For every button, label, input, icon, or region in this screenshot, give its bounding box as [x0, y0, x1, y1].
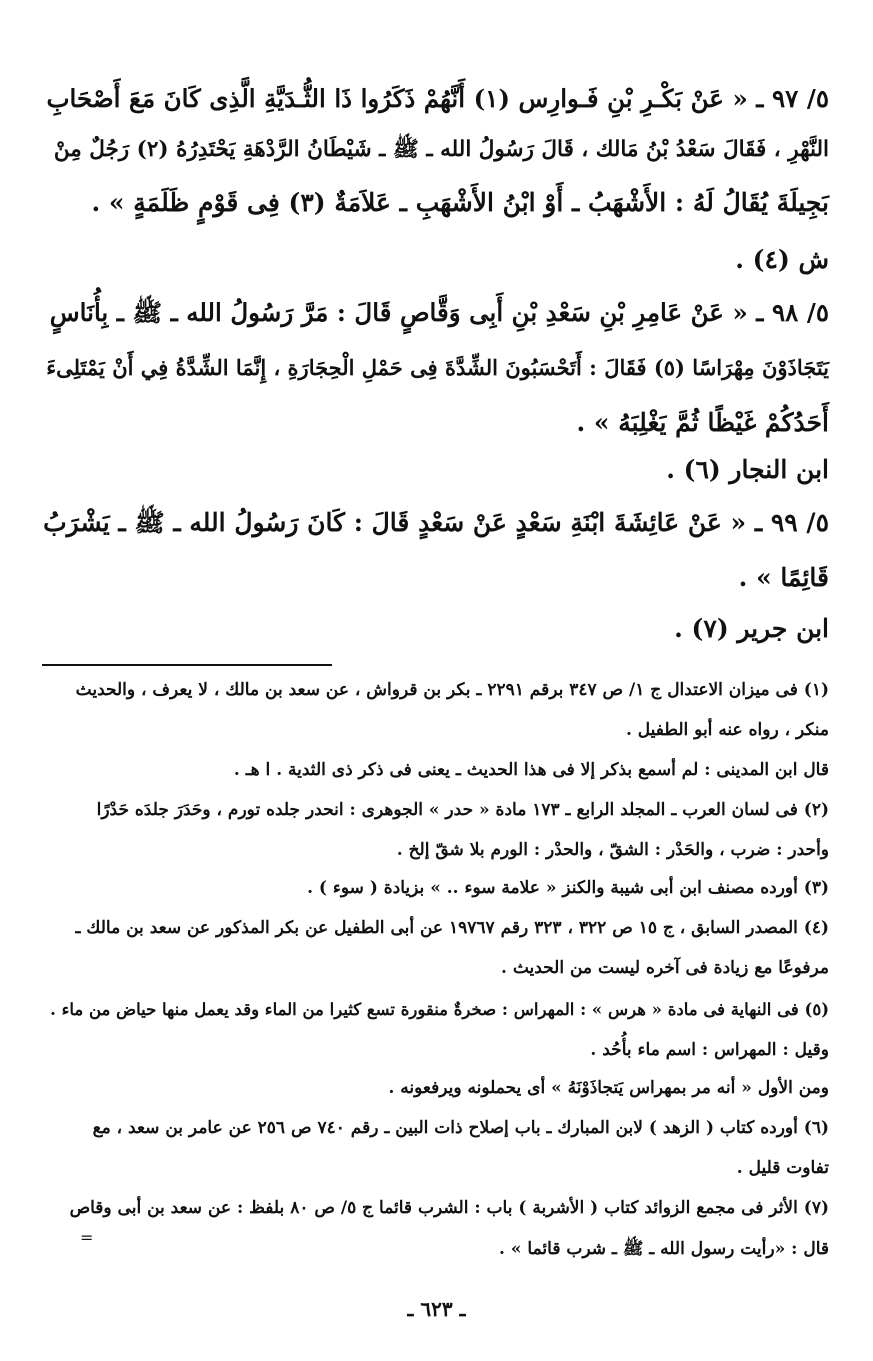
footnote-separator [42, 664, 332, 666]
footnote-6-line-2: تفاوت قليل . [736, 1158, 829, 1178]
footnote-5-line-3: ومن الأول « أنه مر بمهراس يَتجاذَوْنَهُ » أى يحملونه ويرفعونه . [388, 1078, 829, 1098]
page-number: ـ ٦٢٣ ـ [407, 1297, 466, 1321]
hadith-98-line-2: يَتَجَاذَوْنَ مِهْرَاسًا (٥) فَقَالَ : أَتَحْسَبُونَ الشِّدَّةَ فِى حَمْلِ الْحِجَارَةِ ، إِنَّمَا الشِّدَّةُ فِي أَنْ يَمْتَلِىءَ [46, 355, 829, 380]
footnote-2-line-1: (٢) فى لسان العرب ـ المجلد الرابع ـ ١٧٣ مادة « حدر » الجوهرى : انحدر جلده تورم ، وحَدَرَ جلدَه حَدْرًا [96, 800, 829, 820]
footnote-4-line-1: (٤) المصدر السابق ، ج ١٥ ص ٣٢٢ ، ٣٢٣ رقم ١٩٧٦٧ عن أبى الطفيل عن بكر المذكور عن سعد بن مالك ـ [75, 918, 829, 938]
footnote-7-line-1: (٧) الأثر فى مجمع الزوائد كتاب ( الأشربة ) باب : الشرب قائما ج ٥/ ص ٨٠ بلفظ : عن سعد بن أبى وقاص [69, 1198, 829, 1218]
hadith-99-line-1: ٥/ ٩٩ ـ « عَنْ عَائِشَةَ ابْنَةِ سَعْدٍ عَنْ سَعْدٍ قَالَ : كَانَ رَسُولُ الله ـ ﷺ ـ يَشْرَبُ [43, 508, 829, 537]
hadith-97-line-1: ٥/ ٩٧ ـ « عَنْ بَكْـرِ بْنِ فَـوارِس (١) أَنَّهُمْ ذَكَرُوا ذَا الثُّـدَيَّةِ الَّذِى كَانَ مَعَ أَصْحَابِ [46, 84, 829, 113]
footnote-1-line-2: منكر ، رواه عنه أبو الطفيل . [625, 720, 829, 740]
footnote-1-line-3: قال ابن المدينى : لم أسمع بذكر إلا فى هذا الحديث ـ يعنى فى ذكر ذى الثدية . ا هـ . [233, 760, 829, 780]
source-line-99: ابن جرير (٧) . [674, 614, 829, 643]
margin-mark: = [80, 1228, 94, 1247]
footnote-4-line-2: مرفوعًا مع زيادة فى آخره ليست من الحديث . [501, 958, 829, 978]
hadith-98-line-1: ٥/ ٩٨ ـ « عَنْ عَامِرِ بْنِ سَعْدِ بْنِ أَبِى وَقَّاصٍ قَالَ : مَرَّ رَسُولُ الله ـ ﷺ ـ بِأُنَاسٍ [49, 298, 829, 327]
footnote-5-line-1: (٥) فى النهاية فى مادة « هرس » : المهراس : صخرةٌ منقورة تسع كثيرا من الماء وقد يعمل منها حياض من ماء . [50, 1000, 829, 1019]
footnote-1-line-1: (١) فى ميزان الاعتدال ج ١/ ص ٣٤٧ برقم ٢٢٩١ ـ بكر بن قرواش ، عن سعد بن مالك ، لا يعرف ، والحديث [75, 680, 829, 700]
hadith-97-line-2: النَّهْرِ ، فَقَالَ سَعْدُ بْنُ مَالك ، قَالَ رَسُولُ الله ـ ﷺ ـ شَيْطَانُ الرَّدْهَةِ يَحْتَدِرُهُ (٢) رَجُلٌ مِنْ [53, 137, 829, 162]
footnote-5-line-2: وقيل : المهراس : اسم ماء بأُحُد . [590, 1040, 829, 1060]
hadith-98-line-3: أَحَدُكُمْ غَيْظًا ثُمَّ يَغْلِبَهُ » . [576, 408, 829, 437]
hadith-97-line-3: بَجِيلَةَ يُقَالُ لَهُ : الأَشْهَبُ ـ أَوْ ابْنُ الأَشْهَبِ ـ عَلاَمَةٌ (٣) فِى قَوْمٍ ظَلَمَةٍ » . [91, 188, 829, 217]
source-line-98: ابن النجار (٦) . [666, 455, 829, 484]
footnote-3: (٣) أورده مصنف ابن أبى شيبة والكنز « علامة سوء .. » بزيادة ( سوء ) . [307, 878, 829, 898]
footnote-7-line-2: قال : «رأيت رسول الله ـ ﷺ ـ شرب قائما » . [499, 1239, 829, 1259]
footnote-2-line-2: وأحدر : ضرب ، والحَدْر : الشقّ ، والحدْر : الورم بلا شقّ إلخ . [396, 840, 829, 860]
hadith-99-line-2: قَائِمًا » . [738, 563, 829, 592]
source-line-97: ش (٤) . [735, 245, 829, 274]
footnote-6-line-1: (٦) أورده كتاب ( الزهد ) لابن المبارك ـ باب إصلاح ذات البين ـ رقم ٧٤٠ ص ٢٥٦ عن عامر بن سعد ، مع [92, 1118, 829, 1138]
